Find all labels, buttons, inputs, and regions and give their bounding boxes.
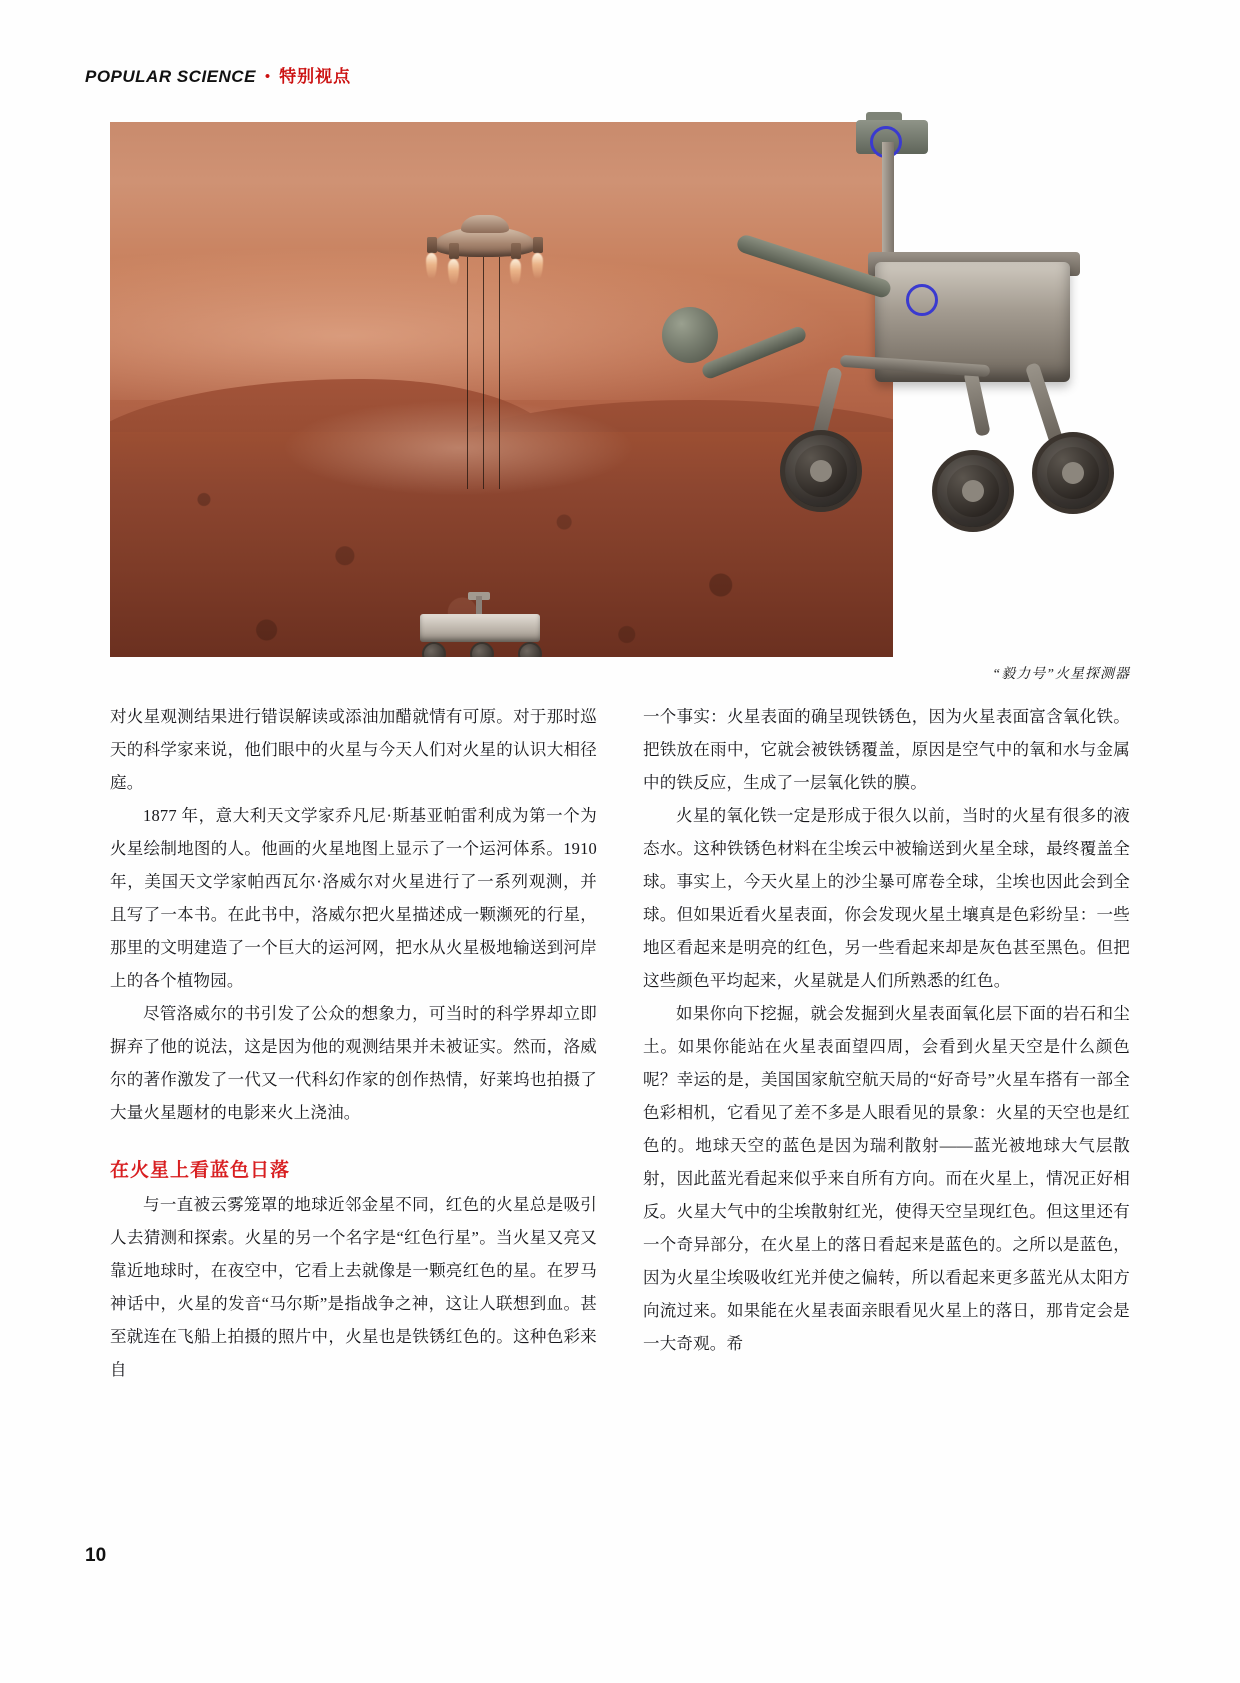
sky-crane-cable-1: [467, 257, 468, 489]
column-left: [110, 700, 597, 1386]
paragraph: 1877 年，意大利天文学家乔凡尼·斯基亚帕雷利成为第一个为火星绘制地图的人。他画的火星地图上显示了一个运河体系。1910 年，美国天文学家帕西瓦尔·洛威尔对火星进行了一系列观测，并且写了一本书。在此书中，洛威尔把火星描述成一颗濒死的行星，那里的文明建造了一个巨大的运河网，把水从火星极地输送到河岸上的各个植物园。: [110, 806, 597, 990]
descent-stage-top: [461, 215, 509, 233]
rover-lowered-wheel-middle: [470, 642, 494, 657]
thruster-plume-1: [426, 253, 437, 279]
article-body: [110, 700, 1130, 1386]
perseverance-rover-cutout: [670, 112, 1140, 592]
paragraph: 如果你向下挖掘，就会发掘到火星表面氧化层下面的岩石和尘土。如果你能站在火星表面望四周，会看到火星天空是什么颜色呢？幸运的是，美国国家航空航天局的“好奇号”火星车搭有一部全色彩相机，它看见了差不多是人眼看见的景象：火星的天空也是红色的。地球天空的蓝色是因为瑞利散射——蓝光被地球大气层散射，因此蓝光看起来似乎来自所有方向。而在火星上，情况正好相反。火星大气中的尘埃散射红光，使得天空呈现红色。但这里还有一个奇异部分，在火星上的落日看起来是蓝色的。之所以是蓝色，因为火星尘埃吸收红光并使之偏转，所以看起来更多蓝光从太阳方向流过来。如果能在火星表面亲眼看见火星上的落日，那肯定会是一大奇观。希: [643, 1004, 1130, 1353]
section-subheading: 在火星上看蓝色日落: [110, 1160, 291, 1181]
thruster-plume-2: [448, 259, 459, 285]
rover-lowered-wheel-rear: [518, 642, 542, 657]
paragraph: 对火星观测结果进行错误解读或添油加醋就情有可原。对于那时巡天的科学家来说，他们眼中的火星与今天人们对火星的认识大相径庭。: [110, 707, 597, 792]
thruster-plume-3: [510, 259, 521, 285]
rover-mast: [882, 142, 894, 264]
header-separator-dot: •: [264, 69, 271, 85]
thruster-4: [533, 237, 543, 253]
thruster-plume-4: [532, 253, 543, 279]
page-number: 10: [85, 1545, 107, 1566]
figure-caption: “毅力号”火星探测器: [992, 667, 1130, 682]
hero-figure: [110, 122, 1130, 682]
paragraph: 与一直被云雾笼罩的地球近邻金星不同，红色的火星总是吸引人去猜测和探索。火星的另一个名字是“红色行星”。当火星又亮又靠近地球时，在夜空中，它看上去就像是一颗亮红色的星。在罗马神话中，火星的发音“马尔斯”是指战争之神，这让人联想到血。甚至就连在飞船上拍摄的照片中，火星也是铁锈红色的。这种色彩来自: [110, 1195, 597, 1379]
sky-crane-cable-2: [483, 257, 484, 489]
paragraph: 尽管洛威尔的书引发了公众的想象力，可当时的科学界却立即摒弃了他的说法，这是因为他的观测结果并未被证实。然而，洛威尔的著作激发了一代又一代科幻作家的创作热情，好莱坞也拍摄了大量火星题材的电影来火上浇油。: [110, 1004, 597, 1122]
rover-wheel-rear: [1032, 432, 1114, 514]
paragraph: 火星的氧化铁一定是形成于很久以前，当时的火星有很多的液态水。这种铁锈色材料在尘埃云中被输送到火星全球，最终覆盖全球。事实上，今天火星上的沙尘暴可席卷全球，尘埃也因此会到全球。但如果近看火星表面，你会发现火星土壤真是色彩纷呈：一些地区看起来是明亮的红色，另一些看起来却是灰色甚至黑色。但把这些颜色平均起来，火星就是人们所熟悉的红色。: [643, 806, 1130, 990]
sky-crane-cable-3: [499, 257, 500, 489]
column-right: [643, 700, 1130, 1386]
paragraph: 一个事实：火星表面的确呈现铁锈色，因为火星表面富含氧化铁。把铁放在雨中，它就会被铁锈覆盖，原因是空气中的氧和水与金属中的铁反应，生成了一层氧化铁的膜。: [643, 707, 1130, 792]
rover-wheel-middle: [932, 450, 1014, 532]
rover-lowered-deck: [420, 614, 540, 642]
rover-arm-turret: [662, 307, 718, 363]
page-header: [85, 62, 351, 87]
section-title: 特别视点: [279, 67, 352, 86]
instrument-lens-marker-icon: [906, 284, 938, 316]
dust-glow: [282, 400, 634, 496]
descent-stage: [415, 213, 555, 293]
thruster-1: [427, 237, 437, 253]
rover-lowered-mast: [476, 596, 482, 616]
magazine-brand: POPULAR SCIENCE: [85, 67, 256, 86]
rover-lowered: [410, 592, 555, 657]
rover-wheel-front-left: [780, 430, 862, 512]
thruster-3: [511, 243, 521, 259]
thruster-2: [449, 243, 459, 259]
rover-lowered-wheel-front: [422, 642, 446, 657]
